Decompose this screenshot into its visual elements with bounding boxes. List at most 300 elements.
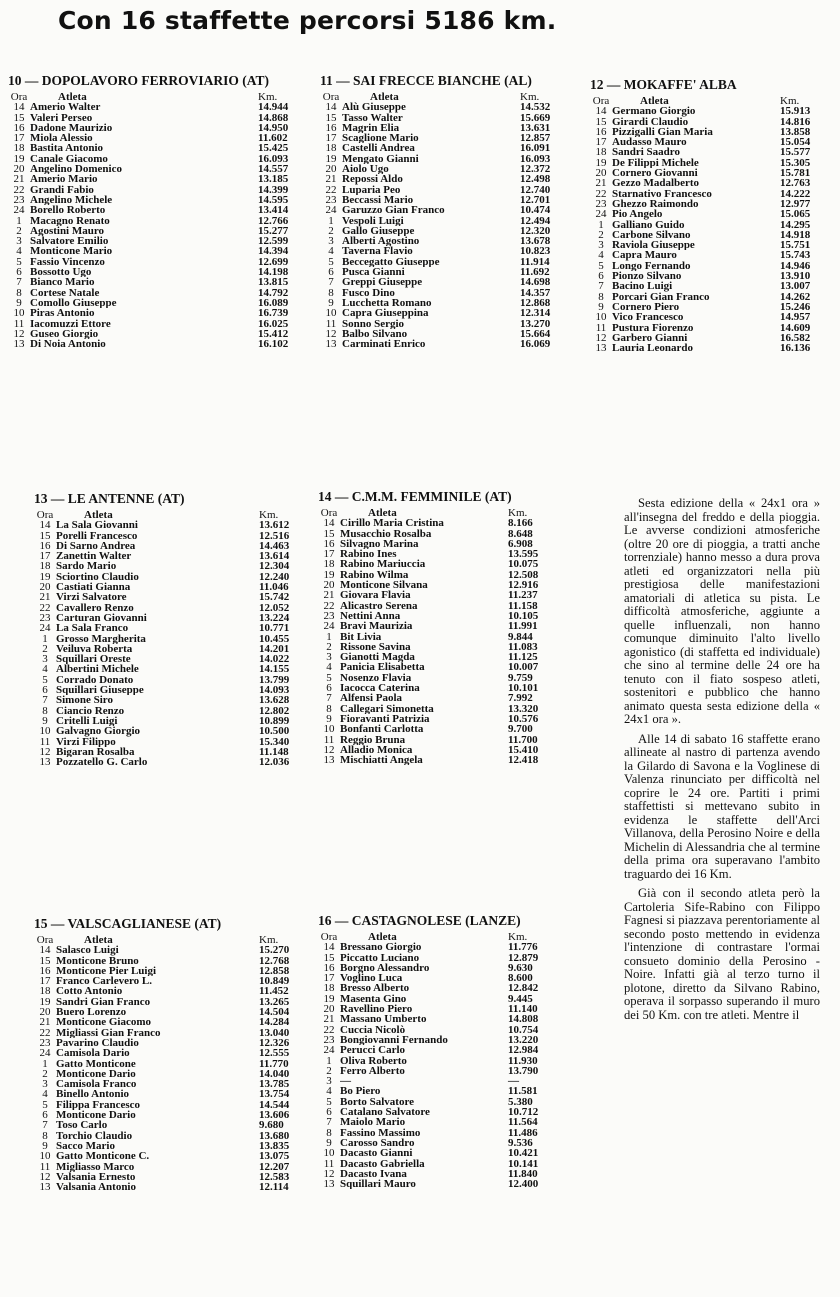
- hour-cell: 11: [323, 733, 335, 746]
- athlete-cell: Virzi Salvatore: [56, 592, 127, 603]
- athlete-cell: Iacomuzzi Ettore: [30, 318, 111, 329]
- km-cell: 12.516: [259, 529, 290, 542]
- hour-cell: 12: [39, 1170, 51, 1183]
- column-header-ora: Ora: [36, 934, 54, 946]
- hour-cell: 6: [326, 1106, 332, 1119]
- km-cell: 12.740: [520, 183, 551, 196]
- km-cell: 10.474: [520, 204, 551, 217]
- athlete-cell: Veiluva Roberta: [56, 643, 133, 655]
- hour-cell: 13: [595, 342, 607, 355]
- km-cell: 14.557: [258, 163, 289, 176]
- hour-cell: 24: [323, 620, 335, 633]
- hour-cell: 23: [323, 1033, 335, 1046]
- athlete-cell: Critelli Luigi: [56, 715, 118, 727]
- km-cell: 14.295: [780, 218, 811, 231]
- km-cell: 15.270: [259, 944, 290, 957]
- hour-cell: 1: [326, 630, 332, 643]
- table-row: [318, 1179, 558, 1189]
- hour-cell: 4: [326, 661, 332, 674]
- athlete-cell: Sciortino Claudio: [56, 571, 139, 583]
- athlete-cell: Ravellino Piero: [340, 1004, 413, 1015]
- km-cell: 13.265: [259, 995, 290, 1008]
- km-cell: 14.222: [780, 187, 811, 200]
- athlete-cell: Rissone Savina: [340, 641, 411, 653]
- hour-cell: 9: [42, 714, 48, 727]
- km-cell: 13.631: [520, 121, 551, 134]
- athlete-cell: Buero Lorenzo: [56, 1007, 127, 1018]
- column-header-atleta: Atleta: [640, 96, 669, 107]
- athlete-cell: Garuzzo Gian Franco: [342, 205, 445, 216]
- athlete-cell: Bo Piero: [340, 1086, 381, 1097]
- km-cell: 11.991: [508, 620, 538, 633]
- athlete-cell: Ghezzo Raimondo: [612, 198, 699, 210]
- km-cell: 14.816: [780, 115, 811, 128]
- athlete-cell: Germano Giorgio: [612, 106, 696, 117]
- athlete-cell: Musacchio Rosalba: [340, 528, 432, 539]
- km-cell: 16.091: [520, 142, 551, 155]
- column-header-km: Km.: [258, 91, 278, 103]
- hour-cell: 3: [326, 651, 332, 664]
- hour-cell: 10: [13, 307, 25, 320]
- athlete-cell: Monticone Dario: [56, 1110, 136, 1121]
- athlete-cell: Grandi Fabio: [30, 184, 94, 195]
- athlete-cell: Amerio Walter: [30, 102, 101, 113]
- km-cell: 11.237: [508, 589, 538, 602]
- athlete-cell: Franco Carlevero L.: [56, 976, 153, 987]
- athlete-cell: Torchio Claudio: [56, 1130, 133, 1141]
- km-cell: 10.101: [508, 682, 539, 695]
- hour-cell: 12: [39, 745, 51, 758]
- hour-cell: 1: [42, 1057, 48, 1070]
- column-header-ora: Ora: [36, 509, 54, 521]
- km-cell: 12.802: [259, 704, 290, 717]
- athlete-cell: Dacasto Gabriella: [340, 1158, 425, 1169]
- km-cell: 10.899: [259, 714, 290, 727]
- hour-cell: 3: [16, 235, 22, 248]
- athlete-cell: Gallo Giuseppe: [342, 225, 415, 237]
- athlete-cell: Valsania Antonio: [56, 1182, 136, 1193]
- km-cell: 12.984: [508, 1044, 539, 1057]
- athlete-cell: Amerio Mario: [30, 174, 98, 185]
- hour-cell: 9: [16, 296, 22, 309]
- km-cell: 9.700: [508, 723, 533, 736]
- km-cell: 16.582: [780, 331, 811, 344]
- athlete-cell: Monticone Bruno: [56, 955, 139, 966]
- hour-cell: 3: [326, 1075, 332, 1088]
- athlete-cell: Di Noia Antonio: [30, 339, 106, 350]
- athlete-cell: Binello Antonio: [56, 1089, 130, 1100]
- hour-cell: 8: [326, 1126, 332, 1139]
- athlete-cell: Carosso Sandro: [340, 1137, 415, 1149]
- column-header-km: Km.: [508, 507, 528, 519]
- km-cell: 14.040: [259, 1067, 290, 1080]
- athlete-cell: Monticone Dario: [56, 1068, 136, 1080]
- athlete-cell: Sardo Mario: [56, 561, 117, 572]
- km-cell: 14.698: [520, 276, 551, 289]
- athlete-cell: Pustura Fiorenzo: [612, 322, 694, 333]
- hour-cell: 4: [42, 1088, 48, 1101]
- athlete-cell: Beccegatto Giuseppe: [342, 256, 440, 268]
- km-cell: 12.977: [780, 197, 811, 210]
- hour-cell: 17: [323, 548, 335, 561]
- km-cell: 10.754: [508, 1023, 539, 1036]
- hour-cell: 15: [39, 529, 51, 542]
- km-cell: 12.372: [520, 163, 551, 176]
- km-cell: 13.606: [259, 1109, 290, 1122]
- article-paragraph: Già con il secondo atleta però la Cartoleria Sife-Rabino con Filippo Fagnesi si piazzava perentoriamente al secondo posto mettendo in evidenza l'intenzione di contrastare l'ormai consueto dominio della Perosino - Noire. Infatti già al terzo turno il plotone, diretto da Silvano Rabino, operava il sorpasso superando il muro dei 50 Km. con tre atleti. Mentre il: [624, 886, 820, 1022]
- km-cell: 12.599: [258, 235, 289, 248]
- km-cell: 14.155: [259, 663, 290, 676]
- hour-cell: 19: [13, 152, 25, 165]
- hour-cell: 12: [323, 1167, 335, 1180]
- km-cell: 12.699: [258, 255, 289, 268]
- km-cell: 13.614: [259, 550, 290, 563]
- athlete-cell: Agostini Mauro: [30, 225, 105, 237]
- hour-cell: 13: [323, 1178, 335, 1191]
- km-cell: 14.198: [258, 266, 289, 279]
- hour-cell: 1: [328, 214, 334, 227]
- table-row: [320, 308, 570, 318]
- km-cell: —: [508, 1075, 519, 1088]
- athlete-cell: Pio Angelo: [612, 209, 663, 220]
- hour-cell: 4: [42, 663, 48, 676]
- hour-cell: 13: [325, 338, 337, 351]
- athlete-cell: Capra Giuseppina: [342, 308, 429, 319]
- team-title: 10 — DOPOLAVORO FERROVIARIO (AT): [8, 73, 269, 88]
- hour-cell: 20: [39, 581, 51, 594]
- hour-cell: 2: [326, 640, 332, 653]
- hour-cell: 4: [328, 245, 334, 258]
- km-cell: 14.022: [259, 653, 290, 666]
- hour-cell: 20: [325, 163, 337, 176]
- km-cell: 12.498: [520, 173, 551, 186]
- team-block: [8, 73, 308, 349]
- km-cell: 15.913: [780, 105, 811, 118]
- athlete-cell: Monticone Silvana: [340, 580, 428, 591]
- athlete-cell: Greppi Giuseppe: [342, 277, 423, 288]
- km-cell: 14.504: [259, 1006, 290, 1019]
- athlete-cell: Fioravanti Patrizia: [340, 713, 430, 725]
- km-cell: 9.844: [508, 630, 533, 643]
- km-cell: 15.277: [258, 224, 289, 237]
- hour-cell: 15: [595, 115, 607, 128]
- article-paragraph: Sesta edizione della « 24x1 ora » all'insegna del freddo e della pioggia. Le avverse condizioni atmosferiche (oltre 20 ore di pioggia, a tratti anche torrenziale) hanno messo a dura prova atleti ed organizzatori nella più prestigiosa delle manifestazioni amatoriali di atletica su pista. Le difficoltà atmosferiche, aggiunte a quelle influenzali, non hanno comunque diminuito l'alto livello agonistico (di staffetta ed individuale) che sino al termine delle 24 ore ha tenuto con il fiato sospeso atleti, sostenitori e pubblico che hanno animato questa sesta edizione della « 24x1 ora ».: [624, 496, 820, 726]
- column-header-km: Km.: [259, 509, 279, 521]
- team-block: [318, 489, 558, 765]
- athlete-cell: Camisola Franco: [56, 1079, 137, 1090]
- table-row: [590, 312, 830, 322]
- hour-cell: 18: [39, 560, 51, 573]
- km-cell: 12.763: [780, 177, 811, 190]
- column-header-ora: Ora: [320, 507, 338, 519]
- km-cell: 11.486: [508, 1126, 538, 1139]
- km-cell: 13.790: [508, 1064, 539, 1077]
- athlete-cell: Castelli Andrea: [342, 143, 415, 154]
- hour-cell: 17: [325, 132, 337, 145]
- athlete-cell: Voglino Luca: [340, 973, 403, 984]
- hour-cell: 8: [328, 286, 334, 299]
- athlete-cell: Mengato Gianni: [342, 153, 419, 165]
- column-header-km: Km.: [520, 91, 540, 103]
- hour-cell: 18: [595, 146, 607, 159]
- column-header-ora: Ora: [322, 91, 340, 103]
- athlete-cell: Angelino Domenico: [30, 164, 122, 175]
- article-body: [624, 497, 820, 1028]
- km-cell: 15.751: [780, 239, 811, 252]
- athlete-cell: Borto Salvatore: [340, 1096, 415, 1108]
- hour-cell: 19: [39, 570, 51, 583]
- km-cell: 11.158: [508, 599, 538, 612]
- athlete-cell: Albertini Michele: [56, 664, 139, 675]
- athlete-cell: Gatto Monticone C.: [56, 1151, 150, 1162]
- athlete-cell: Magrin Elia: [342, 122, 400, 134]
- athlete-cell: Fassio Vincenzo: [30, 256, 105, 268]
- km-cell: 10.007: [508, 661, 539, 674]
- athlete-cell: Rabino Mariuccia: [340, 559, 426, 570]
- athlete-cell: Angelino Michele: [30, 194, 113, 206]
- km-cell: 10.849: [259, 975, 290, 988]
- km-cell: 12.052: [259, 601, 290, 614]
- article-paragraph: Alle 14 di sabato 16 staffette erano allineate al nastro di partenza avendo la Gilardo di Savona e la Voglinese di Valenza rinunciato per difficoltà nel coprire le 24 ore. Partiti i primi staffettisti si mettevano subito in evidenza le staffette dell'Arci Villanova, della Perosino Noire e della Michelin di Alessandria che al termine della prima ora superavano l'ambito traguardo dei 16 Km.: [624, 731, 820, 881]
- hour-cell: 6: [42, 1109, 48, 1122]
- athlete-cell: Valsania Ernesto: [56, 1171, 136, 1183]
- athlete-cell: Rabino Wilma: [340, 569, 409, 581]
- km-cell: 14.463: [259, 539, 290, 552]
- km-cell: 11.700: [508, 733, 538, 746]
- athlete-cell: Guseo Giorgio: [30, 328, 99, 340]
- hour-cell: 21: [39, 1016, 51, 1029]
- km-cell: 10.576: [508, 712, 539, 725]
- km-cell: 13.220: [508, 1033, 539, 1046]
- km-cell: 11.125: [508, 651, 538, 664]
- km-cell: 10.455: [259, 632, 290, 645]
- athlete-cell: Piccatto Luciano: [340, 952, 420, 963]
- hour-cell: 21: [39, 591, 51, 604]
- column-header-ora: Ora: [10, 91, 28, 103]
- km-cell: 13.007: [780, 280, 811, 293]
- athlete-cell: Vespoli Luigi: [342, 215, 404, 226]
- km-cell: 11.564: [508, 1116, 538, 1129]
- team-block: [590, 77, 830, 353]
- hour-cell: 5: [328, 255, 334, 268]
- hour-cell: 24: [13, 204, 25, 217]
- athlete-cell: Corrado Donato: [56, 674, 134, 686]
- athlete-cell: Sandri Gian Franco: [56, 996, 151, 1008]
- athlete-cell: Gezzo Madalberto: [612, 178, 700, 189]
- hour-cell: 6: [328, 266, 334, 279]
- km-cell: 12.326: [259, 1036, 290, 1049]
- km-cell: 16.136: [780, 342, 811, 355]
- athlete-cell: Pionzo Silvano: [612, 271, 682, 282]
- athlete-cell: Carturan Giovanni: [56, 612, 147, 624]
- athlete-cell: Squillari Mauro: [340, 1179, 416, 1190]
- athlete-cell: Monticone Giacomo: [56, 1017, 152, 1028]
- athlete-cell: Starnativo Francesco: [612, 188, 712, 199]
- hour-cell: 10: [39, 725, 51, 738]
- athlete-cell: Alicastro Serena: [340, 600, 418, 611]
- athlete-cell: Luparia Peo: [342, 184, 401, 195]
- km-cell: 12.036: [259, 756, 290, 769]
- km-cell: 15.577: [780, 146, 811, 159]
- hour-cell: 19: [325, 152, 337, 165]
- km-cell: 14.808: [508, 1013, 539, 1026]
- hour-cell: 24: [595, 208, 607, 221]
- km-cell: 10.075: [508, 558, 539, 571]
- km-cell: 10.421: [508, 1147, 539, 1160]
- hour-cell: 15: [13, 111, 25, 124]
- athlete-cell: Dacasto Gianni: [340, 1148, 413, 1159]
- km-cell: 8.600: [508, 972, 533, 985]
- hour-cell: 12: [595, 331, 607, 344]
- km-cell: 14.918: [780, 228, 811, 241]
- km-cell: 16.069: [520, 338, 551, 351]
- km-cell: 13.785: [259, 1078, 290, 1091]
- hour-cell: 23: [39, 1036, 51, 1049]
- athlete-cell: Carbone Silvano: [612, 229, 691, 241]
- athlete-cell: Alberti Agostino: [342, 236, 420, 247]
- hour-cell: 11: [595, 321, 607, 334]
- athlete-cell: Carminati Enrico: [342, 339, 426, 350]
- hour-cell: 18: [39, 985, 51, 998]
- km-cell: 12.207: [259, 1160, 290, 1173]
- hour-cell: 10: [39, 1150, 51, 1163]
- km-cell: 9.759: [508, 671, 533, 684]
- athlete-cell: Bongiovanni Fernando: [340, 1034, 448, 1046]
- hour-cell: 11: [13, 317, 25, 330]
- athlete-cell: Migliasso Marco: [56, 1161, 135, 1172]
- athlete-cell: Audasso Mauro: [612, 137, 687, 148]
- km-cell: 14.946: [780, 259, 811, 272]
- athlete-cell: Panicia Elisabetta: [340, 662, 425, 673]
- column-header-atleta: Atleta: [58, 92, 87, 103]
- hour-cell: 16: [39, 539, 51, 552]
- km-cell: 12.508: [508, 568, 539, 581]
- km-cell: 14.262: [780, 290, 811, 303]
- hour-cell: 2: [42, 642, 48, 655]
- hour-cell: 24: [39, 622, 51, 635]
- table-row: [590, 343, 830, 353]
- athlete-cell: Balbo Silvano: [342, 328, 408, 340]
- hour-cell: 7: [42, 694, 48, 707]
- hour-cell: 5: [326, 1095, 332, 1108]
- athlete-cell: Pavarino Claudio: [56, 1037, 139, 1049]
- hour-cell: 23: [39, 611, 51, 624]
- km-cell: 10.823: [520, 245, 551, 258]
- hour-cell: 1: [326, 1054, 332, 1067]
- hour-cell: 22: [39, 1026, 51, 1039]
- km-cell: 12.320: [520, 224, 551, 237]
- km-cell: 10.771: [259, 622, 290, 635]
- athlete-cell: Gatto Monticone: [56, 1058, 136, 1069]
- athlete-cell: Bonfanti Carlotta: [340, 724, 424, 735]
- hour-cell: 20: [595, 167, 607, 180]
- athlete-cell: Bresso Alberto: [340, 983, 410, 994]
- hour-cell: 5: [16, 255, 22, 268]
- column-header-km: Km.: [508, 931, 528, 943]
- hour-cell: 12: [325, 327, 337, 340]
- km-cell: 16.102: [258, 338, 289, 351]
- km-cell: 14.201: [259, 642, 290, 655]
- km-cell: 11.452: [259, 985, 289, 998]
- athlete-cell: Fusco Dino: [342, 287, 395, 298]
- hour-cell: 5: [42, 1098, 48, 1111]
- hour-cell: 9: [326, 712, 332, 725]
- km-cell: 14.792: [258, 286, 289, 299]
- table-row: [318, 1148, 558, 1158]
- athlete-cell: Maiolo Mario: [340, 1117, 406, 1128]
- athlete-cell: Gianotti Magda: [340, 652, 415, 663]
- hour-cell: 23: [595, 197, 607, 210]
- km-cell: 14.944: [258, 101, 289, 114]
- km-cell: 12.114: [259, 1181, 289, 1194]
- km-cell: 14.609: [780, 321, 811, 334]
- km-cell: 12.768: [259, 954, 290, 967]
- team-block: [318, 913, 558, 1189]
- km-cell: 13.815: [258, 276, 289, 289]
- athlete-cell: Porelli Francesco: [56, 530, 138, 541]
- hour-cell: 21: [595, 177, 607, 190]
- km-cell: 10.141: [508, 1157, 539, 1170]
- km-cell: 16.093: [520, 152, 551, 165]
- athlete-cell: Migliassi Gian Franco: [56, 1027, 161, 1038]
- column-header-atleta: Atleta: [368, 932, 397, 943]
- km-cell: 14.093: [259, 684, 290, 697]
- athlete-cell: Bravi Maurizia: [340, 621, 413, 632]
- km-cell: 10.712: [508, 1106, 539, 1119]
- km-cell: 13.040: [259, 1026, 290, 1039]
- athlete-cell: Pusca Gianni: [342, 267, 405, 278]
- athlete-cell: Salvatore Emilio: [30, 236, 109, 247]
- athlete-cell: Galliano Guido: [612, 219, 685, 230]
- hour-cell: 3: [328, 235, 334, 248]
- km-cell: 12.701: [520, 193, 551, 206]
- column-header-ora: Ora: [592, 95, 610, 107]
- athlete-cell: Dacasto Ivana: [340, 1168, 407, 1180]
- table-row: [34, 1182, 309, 1192]
- km-cell: 13.270: [520, 317, 551, 330]
- athlete-cell: Castiati Gianna: [56, 582, 131, 593]
- km-cell: 13.224: [259, 611, 290, 624]
- column-header-km: Km.: [259, 934, 279, 946]
- athlete-cell: Bastita Antonio: [30, 143, 104, 154]
- km-cell: 15.425: [258, 142, 289, 155]
- athlete-cell: Massano Umberto: [340, 1014, 427, 1025]
- hour-cell: 6: [16, 266, 22, 279]
- athlete-cell: Perucci Carlo: [340, 1045, 406, 1056]
- hour-cell: 15: [323, 527, 335, 540]
- hour-cell: 9: [42, 1139, 48, 1152]
- athlete-cell: Iacocca Caterina: [340, 683, 420, 694]
- team-block: [320, 73, 570, 349]
- km-cell: 8.648: [508, 527, 533, 540]
- hour-cell: 3: [598, 239, 604, 252]
- athlete-cell: Girardi Claudio: [612, 116, 689, 127]
- athlete-cell: Filippa Francesco: [56, 1099, 141, 1111]
- table-row: [34, 757, 309, 767]
- hour-cell: 7: [326, 1116, 332, 1129]
- km-cell: 15.743: [780, 249, 811, 262]
- athlete-cell: Sacco Mario: [56, 1140, 115, 1152]
- hour-cell: 8: [42, 1129, 48, 1142]
- hour-cell: 23: [13, 193, 25, 206]
- hour-cell: 8: [598, 290, 604, 303]
- athlete-cell: Simone Siro: [56, 695, 113, 706]
- km-cell: 9.536: [508, 1136, 533, 1149]
- km-cell: 13.612: [259, 519, 290, 532]
- athlete-cell: Callegari Simonetta: [340, 703, 434, 714]
- hour-cell: 7: [328, 276, 334, 289]
- team-title: 15 — VALSCAGLIANESE (AT): [34, 916, 222, 931]
